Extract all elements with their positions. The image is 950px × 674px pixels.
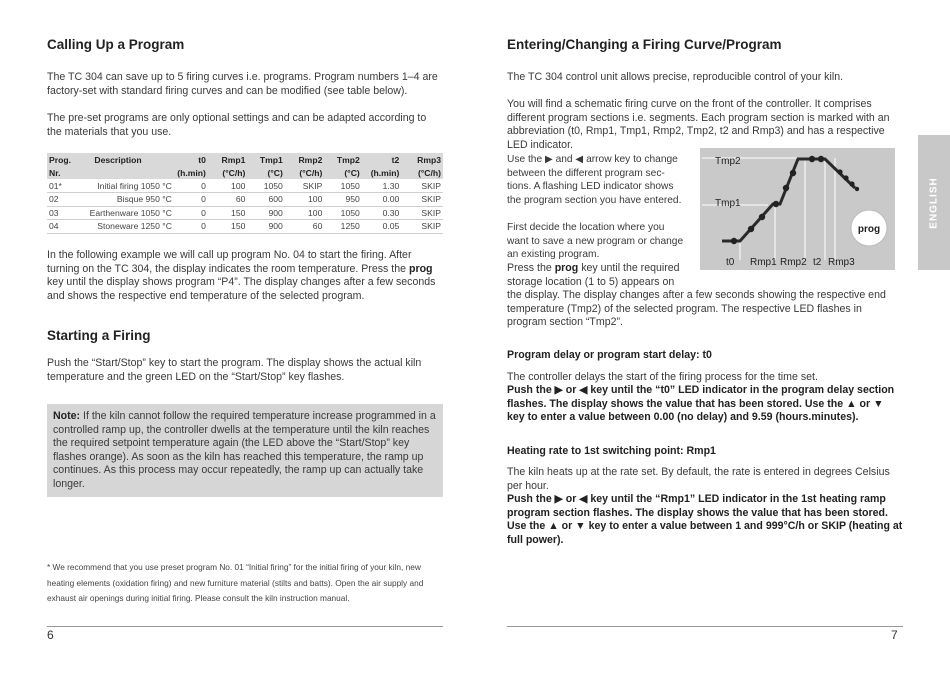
- table-cell: 150: [208, 206, 248, 220]
- heading-calling-up-program: Calling Up a Program: [47, 37, 185, 52]
- table-cell: 0: [174, 193, 208, 207]
- t0-paragraph: The controller delays the start of the firing process for the time set.: [507, 371, 818, 383]
- t0-instructions: Push the ▶ or ◀ key until the “t0” LED indicator in the program delay section flashes. The display shows the value that has been stored. Use the ▲ or ▼ key to enter a value between 0.00 (no delay) and 9.59 (hours.minutes).: [507, 384, 895, 423]
- col-header: t0: [198, 154, 206, 165]
- table-cell: 1250: [324, 220, 361, 234]
- table-cell: 1050: [247, 179, 284, 193]
- col-unit: (°C/h): [222, 167, 246, 178]
- col-unit: Nr.: [49, 167, 61, 178]
- col-header: Rmp2: [298, 154, 323, 165]
- col-unit: [82, 166, 174, 179]
- table-cell: 1050: [324, 206, 361, 220]
- table-cell: 0.05: [362, 220, 402, 234]
- led-rmp2: [790, 170, 796, 176]
- led-rmp3: [849, 181, 854, 186]
- label-t2: t2: [813, 257, 822, 268]
- text-line: the program section you have entered.: [507, 194, 682, 206]
- table-cell: 600: [247, 193, 284, 207]
- col-unit: (°C): [344, 167, 360, 178]
- page-number: 6: [47, 628, 54, 642]
- preset-paragraph: The pre-set programs are only optional settings and can be adapted according to the materials that you use.: [47, 112, 427, 138]
- table-cell: 01*: [47, 179, 82, 193]
- table-cell: 1.30: [362, 179, 402, 193]
- language-side-tab: [918, 135, 950, 270]
- table-row: [47, 220, 443, 234]
- table-cell: 60: [208, 193, 248, 207]
- table-cell: 100: [285, 193, 325, 207]
- table-cell: 0: [174, 206, 208, 220]
- table-header-row: [47, 166, 443, 179]
- note-label: Note:: [53, 410, 81, 422]
- col-header: Description: [94, 154, 142, 165]
- led-tmp2: [809, 156, 815, 162]
- col-unit: (h.min): [177, 167, 206, 178]
- table-cell: SKIP: [285, 179, 325, 193]
- location-paragraph: [507, 221, 687, 262]
- language-tab-label: ENGLISH: [928, 176, 940, 229]
- subheading-rmp1: Heating rate to 1st switching point: Rmp1: [507, 445, 716, 457]
- led-tmp2: [818, 156, 824, 162]
- heading-entering-firing-curve: Entering/Changing a Firing Curve/Program: [507, 37, 782, 52]
- example-paragraph: [47, 249, 443, 303]
- start-paragraph: Push the “Start/Stop” key to start the program. The display shows the actual kiln temperature and the green LED on the “Start/Stop” key flashes.: [47, 357, 422, 383]
- text-line: want to save a new program or change: [507, 235, 684, 247]
- table-row: [47, 206, 443, 220]
- table-cell: SKIP: [401, 193, 443, 207]
- table-cell: 100: [208, 179, 248, 193]
- intro-paragraph: The TC 304 can save up to 5 firing curves i.e. programs. Program numbers 1–4 are factory-set with standard firing curves and can be modified (see table below).: [47, 71, 438, 97]
- control-paragraph: The TC 304 control unit allows precise, reproducible control of your kiln.: [507, 71, 844, 83]
- table-cell: 03: [47, 206, 82, 220]
- table-cell: 04: [47, 220, 82, 234]
- col-header: t2: [391, 154, 400, 165]
- arrow-key-paragraph: [507, 153, 687, 207]
- left-page: [47, 0, 443, 674]
- table-cell: 60: [285, 220, 325, 234]
- label-tmp1: Tmp1: [715, 198, 741, 209]
- table-cell: Earthenware 1050 °C: [82, 206, 174, 220]
- led-rmp3: [837, 169, 842, 174]
- example-text-b: key until the display shows program “P4”. The display changes after a few seconds and shows the respective end temperature of the selected program.: [47, 276, 436, 302]
- led-rmp1: [748, 226, 754, 232]
- table-cell: 100: [285, 206, 325, 220]
- schematic-paragraph: You will find a schematic firing curve on the front of the controller. It comprises different program sections i.e. segments. Each program section is marked with an abbreviation (t0, Rmp1, Tmp1, Rmp2, Tmp2, t2 and Rmp3) and has a respective LED indicator.: [507, 98, 890, 151]
- col-unit: (h.min): [370, 167, 400, 178]
- table-cell: Bisque 950 °C: [82, 193, 174, 207]
- text-line: tions. A flashing LED indicator shows: [507, 181, 674, 192]
- prog-text-b: key until the required: [578, 262, 680, 274]
- prog-key-label: prog: [408, 262, 433, 275]
- prog-paragraph: [507, 262, 903, 330]
- firing-curve-diagram: [700, 148, 895, 270]
- table-cell: SKIP: [401, 206, 443, 220]
- table-cell: 900: [247, 220, 284, 234]
- rmp1-instructions: Push the ▶ or ◀ key until the “Rmp1” LED indicator in the 1st heating ramp program section flashes. The display shows the value that has been stored. Use the ▲ or ▼ key to enter a value between 1 and 999°C/h or SKIP (heating at full power).: [507, 493, 903, 546]
- label-rmp2: Rmp2: [780, 257, 807, 268]
- note-box: [47, 404, 443, 497]
- table-cell: 950: [324, 193, 361, 207]
- label-t0: t0: [726, 257, 735, 268]
- example-text-a: In the following example we will call up program No. 04 to start the firing. After turning on the TC 304, the display indicates the room temperature. Press the: [47, 249, 412, 275]
- page-number: 7: [891, 628, 898, 642]
- table-row: [47, 179, 443, 193]
- heading-starting-firing: Starting a Firing: [47, 328, 151, 343]
- led-rmp1: [759, 214, 765, 220]
- led-rmp3: [855, 187, 859, 191]
- label-tmp2: Tmp2: [715, 156, 741, 167]
- prog-text-a: Press the: [507, 262, 555, 274]
- col-unit: (°C): [267, 167, 283, 178]
- prog-key-label: prog: [554, 262, 579, 274]
- rmp1-paragraph: The kiln heats up at the rate set. By default, the rate is entered in degrees Celsius per hour.: [507, 466, 890, 492]
- col-header: Rmp3: [417, 154, 441, 165]
- table-cell: Initial firing 1050 °C: [82, 179, 174, 193]
- table-cell: SKIP: [401, 220, 443, 234]
- col-header: Tmp1: [259, 154, 283, 165]
- table-cell: 1050: [324, 179, 361, 193]
- table-cell: 0.30: [362, 206, 402, 220]
- text-line: First decide the location where you: [507, 222, 665, 233]
- led-tmp1: [773, 201, 779, 207]
- program-table: [47, 153, 443, 234]
- col-header: Rmp1: [221, 154, 246, 165]
- prog-text-rest: the display. The display changes after a few seconds showing the respective end temperature (Tmp2) of the selected program. The respective LED flashes in program section “Tmp2”.: [507, 289, 886, 328]
- footnote: * We recommend that you use preset program No. 01 “Initial firing” for the initial firing of your kiln, new heating elements (oxidation firing) and new furniture material (stilts and batts). Open the air supply and exhaust air openings during initial firing. Please consult the kiln instruction manual.: [47, 562, 424, 603]
- right-page: [507, 0, 903, 674]
- text-line: between the different program sec-: [507, 167, 665, 179]
- table-header-row: [47, 153, 443, 166]
- col-header: Tmp2: [336, 154, 360, 165]
- col-header: Prog.: [49, 154, 71, 165]
- table-cell: 150: [208, 220, 248, 234]
- col-unit: (°C/h): [417, 167, 441, 178]
- led-rmp3: [843, 175, 848, 180]
- table-cell: 900: [247, 206, 284, 220]
- table-cell: SKIP: [401, 179, 443, 193]
- text-line: storage location (1 to 5) appears on: [507, 275, 675, 288]
- table-row: [47, 193, 443, 207]
- label-rmp1: Rmp1: [750, 257, 777, 268]
- led-rmp2: [783, 185, 789, 191]
- table-cell: 0: [174, 179, 208, 193]
- text-line: an existing program.: [507, 249, 600, 260]
- firing-curve-svg: [700, 148, 895, 270]
- table-cell: 0: [174, 220, 208, 234]
- table-cell: Stoneware 1250 °C: [82, 220, 174, 234]
- footer-rule: [47, 626, 443, 627]
- table-cell: 02: [47, 193, 82, 207]
- subheading-t0: Program delay or program start delay: t0: [507, 349, 712, 361]
- col-unit: (°C/h): [299, 167, 323, 178]
- footer-rule: [507, 626, 903, 627]
- text-line: Use the ▶ and ◀ arrow key to change: [507, 154, 678, 165]
- note-text: If the kiln cannot follow the required temperature increase programmed in a controlled ramp up, the controller dwells at the temperature until the kiln reaches the required setpoint temperature again (the LED above the “Start/Stop” key flashes orange). As soon as the kiln has reached this temperature, the ramp up continues. As this process may occur repeatedly, the ramp up can actually take longer.: [53, 410, 436, 490]
- prog-button-label: prog: [857, 224, 881, 235]
- table-cell: 0.00: [362, 193, 402, 207]
- label-rmp3: Rmp3: [828, 257, 855, 268]
- led-t0: [731, 238, 737, 244]
